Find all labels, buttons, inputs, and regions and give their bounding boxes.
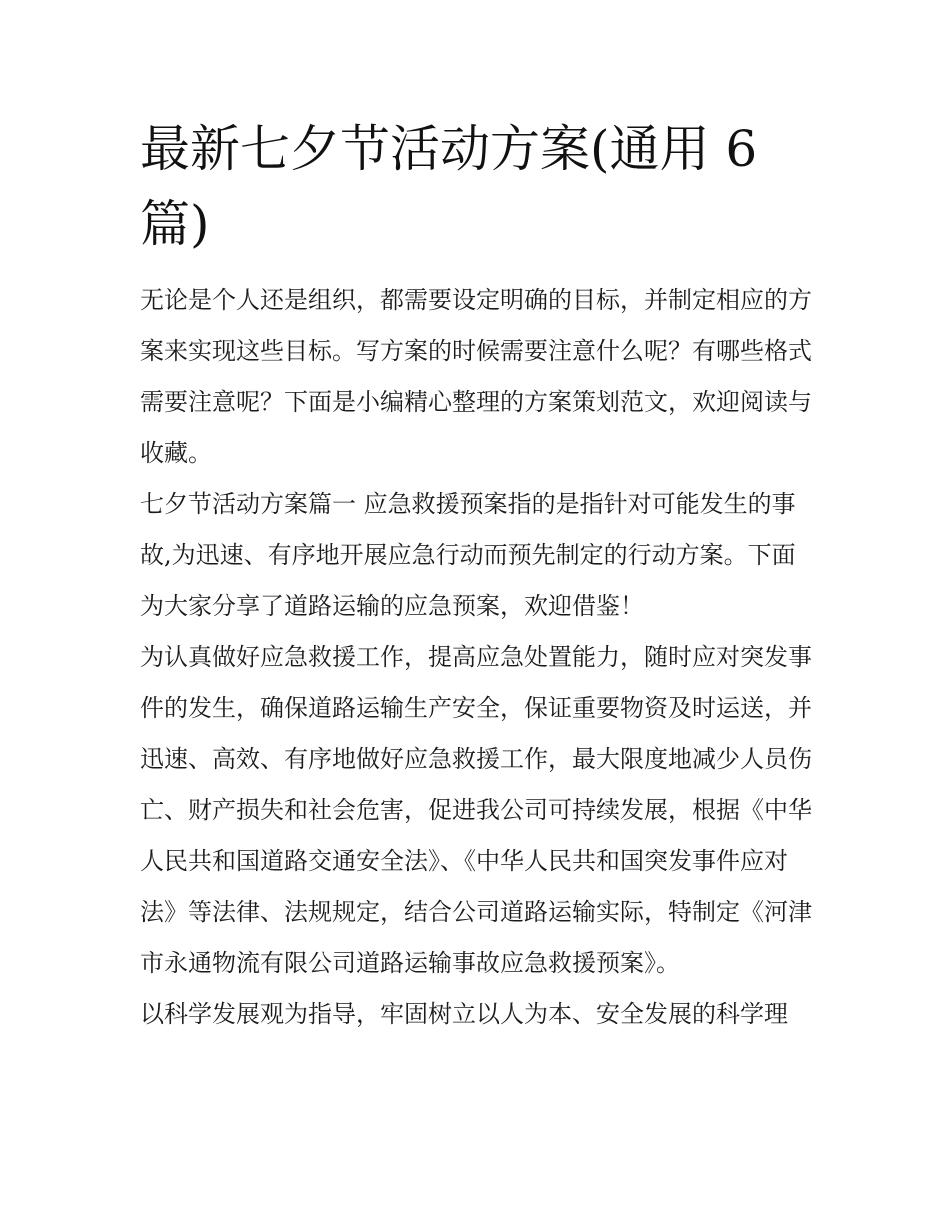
document-title: 最新七夕节活动方案(通用 6 篇) (140, 120, 758, 253)
paragraph-guiding-principle: 以科学发展观为指导，牢固树立以人为本、安全发展的科学理 (140, 1000, 788, 1028)
paragraph-section-one: 七夕节活动方案篇一 应急救援预案指的是指针对可能发生的事故,为迅速、有序地开展应急行动而预先制定的行动方案。下面为大家分享了道路运输的应急预案，欢迎借鉴！ (140, 490, 796, 620)
paragraph-intro: 无论是个人还是组织，都需要设定明确的目标，并制定相应的方案来实现这些目标。写方案的时候需要注意什么呢？有哪些格式需要注意呢？下面是小编精心整理的方案策划范文，欢迎阅读与收藏。 (140, 286, 812, 467)
document-body (140, 275, 812, 1040)
paragraph-purpose: 为认真做好应急救援工作，提高应急处置能力，随时应对突发事件的发生，确保道路运输生产安全，保证重要物资及时运送，并迅速、高效、有序地做好应急救援工作，最大限度地减少人员伤亡、财产损失和社会危害，促进我公司可持续发展，根据《中华人民共和国道路交通安全法》、《中华人民共和国突发事件应对法》等法律、法规规定，结合公司道路运输实际，特制定《河津市永通物流有限公司道路运输事故应急救援预案》。 (140, 643, 812, 977)
